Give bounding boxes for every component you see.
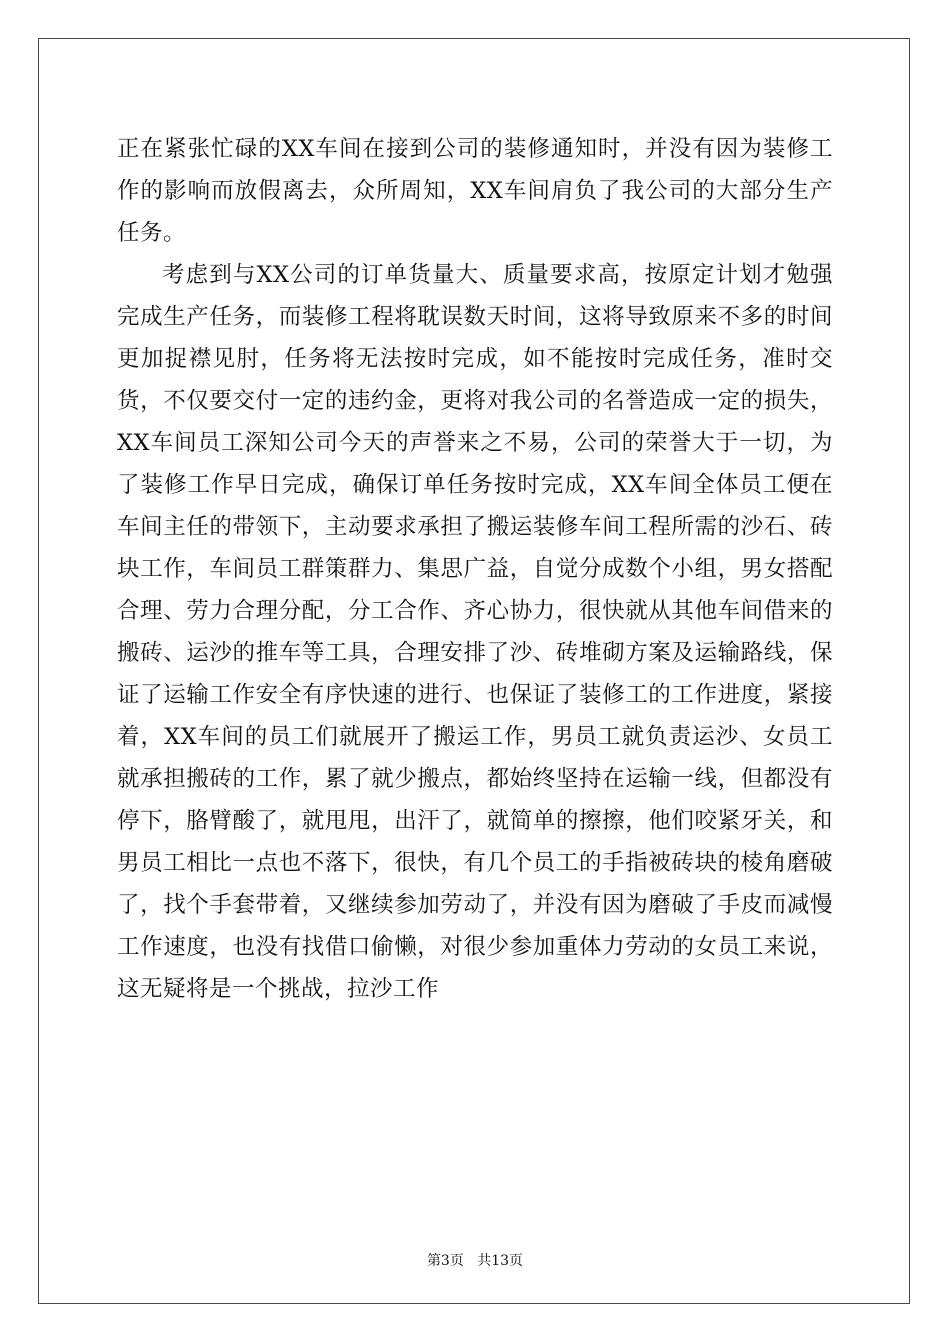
page-number: 第3页 — [426, 1253, 464, 1269]
document-body — [117, 128, 833, 1010]
page-total: 共13页 — [477, 1253, 524, 1269]
page-footer — [0, 1250, 950, 1270]
paragraph-1: 正在紧张忙碌的XX车间在接到公司的装修通知时，并没有因为装修工作的影响而放假离去，众所周知，XX车间肩负了我公司的大部分生产任务。 — [117, 136, 833, 246]
paragraph-2: 考虑到与XX公司的订单货量大、质量要求高，按原定计划才勉强完成生产任务，而装修工程将耽误数天时间，这将导致原来不多的时间更加捉襟见肘，任务将无法按时完成，如不能按时完成任务，准时交货，不仅要交付一定的违约金，更将对我公司的名誉造成一定的损失，XX车间员工深知公司今天的声誉来之不易，公司的荣誉大于一切，为了装修工作早日完成，确保订单任务按时完成，XX车间全体员工便在车间主任的带领下，主动要求承担了搬运装修车间工程所需的沙石、砖块工作，车间员工群策群力、集思广益，自觉分成数个小组，男女搭配合理、劳力合理分配，分工合作、齐心协力，很快就从其他车间借来的搬砖、运沙的推车等工具，合理安排了沙、砖堆砌方案及运输路线，保证了运输工作安全有序快速的进行、也保证了装修工的工作进度，紧接着，XX车间的员工们就展开了搬运工作，男员工就负责运沙、女员工就承担搬砖的工作，累了就少搬点，都始终坚持在运输一线，但都没有停下，胳臂酸了，就甩甩，出汗了，就简单的擦擦，他们咬紧牙关，和男员工相比一点也不落下，很快，有几个员工的手指被砖块的棱角磨破了，找个手套带着，又继续参加劳动了，并没有因为磨破了手皮而减慢工作速度，也没有找借口偷懒，对很少参加重体力劳动的女员工来说，这无疑将是一个挑战，拉沙工作 — [117, 262, 833, 1002]
